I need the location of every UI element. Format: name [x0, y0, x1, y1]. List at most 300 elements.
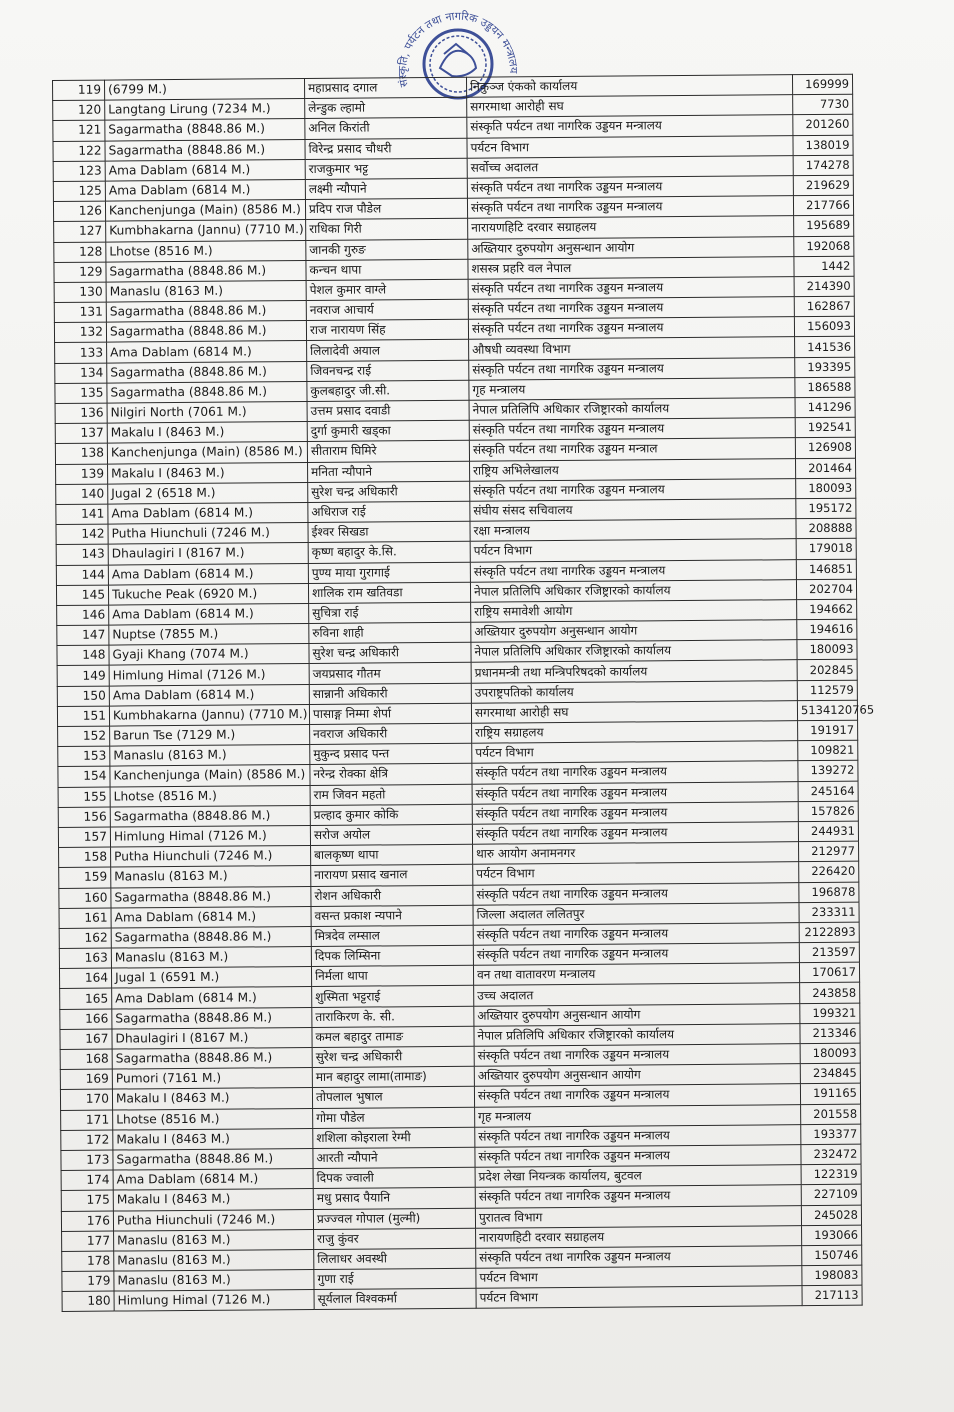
peak-cell: Manaslu (8163 M.): [114, 1270, 314, 1292]
serial-number-cell: 159: [59, 867, 111, 888]
office-cell: संस्कृति पर्यटन तथा नागरिक उड्डयन मन्त्राल: [469, 438, 795, 461]
amount-cell: 179018: [796, 539, 856, 560]
peak-cell: Sagarmatha (8848.86 M.): [106, 321, 306, 343]
serial-number-cell: 120: [53, 100, 105, 121]
peak-cell: Makalu I (8463 M.): [108, 462, 308, 484]
serial-number-cell: 147: [57, 625, 109, 646]
climber-name-cell: उत्तम प्रसाद दवाडी: [307, 400, 469, 421]
peak-cell: Kanchenjunga (Main) (8586 M.): [110, 765, 310, 787]
office-cell: संस्कृति पर्यटन तथा नागरिक उड्डयन मन्त्रालय: [474, 1044, 800, 1067]
peak-cell: (6799 M.): [105, 79, 305, 101]
peak-cell: Ama Dablam (6814 M.): [113, 1169, 313, 1191]
serial-number-cell: 164: [59, 968, 111, 989]
amount-cell: 174278: [793, 155, 853, 176]
climber-name-cell: कमल बहादुर तामाङ: [312, 1026, 474, 1047]
serial-number-cell: 163: [59, 948, 111, 969]
office-cell: संस्कृति पर्यटन तथा नागरिक उड्डयन मन्त्रालय: [467, 115, 793, 138]
peak-cell: Sagarmatha (8848.86 M.): [107, 381, 307, 403]
serial-number-cell: 140: [56, 484, 108, 505]
office-cell: नेपाल प्रतिलिपि अधिकार रजिष्ट्रारको कार्यालय: [471, 640, 797, 663]
amount-cell: 195689: [794, 216, 854, 237]
peak-cell: Barun Tse (7129 M.): [110, 724, 310, 746]
climber-name-cell: शुस्मिता भट्टराई: [312, 986, 474, 1007]
amount-cell: 186588: [795, 377, 855, 398]
serial-number-cell: 144: [56, 565, 108, 586]
climber-name-cell: नारायण प्रसाद खनाल: [311, 865, 473, 886]
serial-number-cell: 133: [55, 343, 107, 364]
climber-name-cell: नरेन्द्र रोक्का क्षेत्रि: [310, 764, 472, 785]
amount-cell: 213346: [800, 1023, 860, 1044]
climber-name-cell: मधु प्रसाद पैयानि: [313, 1188, 475, 1209]
climber-name-cell: कन्चन थापा: [306, 259, 468, 280]
office-cell: संस्कृति पर्यटन तथा नागरिक उड्डयन मन्त्रालय: [475, 1185, 801, 1208]
climber-name-cell: दुर्गा कुमारी खड्का: [307, 420, 469, 441]
office-cell: नारायणहिटि दरवार सग्राहलय: [468, 216, 794, 239]
climber-name-cell: पेशल कुमार वाग्ले: [306, 279, 468, 300]
office-cell: पर्यटन विभाग: [470, 539, 796, 562]
serial-number-cell: 153: [58, 746, 110, 767]
peak-cell: Kanchenjunga (Main) (8586 M.): [105, 200, 305, 222]
amount-cell: 191165: [800, 1084, 860, 1105]
climber-name-cell: राज नारायण सिंह: [306, 319, 468, 340]
climber-name-cell: लेन्डुक ल्हामो: [305, 97, 467, 118]
peak-cell: Ama Dablam (6814 M.): [105, 179, 305, 201]
peak-cell: Gyaji Khang (7074 M.): [109, 644, 309, 666]
climber-name-cell: शालिक राम खतिवडा: [308, 582, 470, 603]
serial-number-cell: 157: [58, 827, 110, 848]
serial-number-cell: 154: [58, 766, 110, 787]
serial-number-cell: 123: [53, 161, 105, 182]
peak-cell: Jugal 1 (6591 M.): [111, 967, 311, 989]
seal-text: संस्कृति, पर्यटन तथा नागरिक उड्डयन मन्त्रालय: [395, 9, 521, 89]
climber-name-cell: लिलाधर अवस्थी: [314, 1248, 476, 1269]
peak-cell: Kumbhakarna (Jannu) (7710 M.): [109, 704, 309, 726]
serial-number-cell: 128: [54, 242, 106, 263]
peak-cell: Nilgiri North (7061 M.): [107, 402, 307, 424]
office-cell: संस्कृति पर्यटन तथा नागरिक उड्डयन मन्त्रालय: [469, 418, 795, 441]
office-cell: अख्तियार दुरुपयोग अनुसन्धान आयोग: [474, 1064, 800, 1087]
office-cell: संस्कृति पर्यटन तथा नागरिक उड्डयन मन्त्रालय: [473, 923, 799, 946]
climber-name-cell: आरती न्यौपाने: [313, 1147, 475, 1168]
peak-cell: Makalu I (8463 M.): [112, 1088, 312, 1110]
amount-cell: 156093: [794, 316, 854, 337]
amount-cell: 213597: [799, 942, 859, 963]
serial-number-cell: 177: [62, 1231, 114, 1252]
peak-cell: Kanchenjunga (Main) (8586 M.): [107, 442, 307, 464]
office-cell: गृह मन्त्रालय: [475, 1104, 801, 1127]
climber-name-cell: रोशन अधिकारी: [311, 885, 473, 906]
office-cell: उपराष्ट्रपतिको कार्यालय: [471, 680, 797, 703]
peak-cell: Ama Dablam (6814 M.): [112, 987, 312, 1009]
peak-cell: Himlung Himal (7126 M.): [114, 1290, 314, 1312]
serial-number-cell: 172: [61, 1130, 113, 1151]
peak-cell: Tukuche Peak (6920 M.): [108, 583, 308, 605]
serial-number-cell: 174: [61, 1170, 113, 1191]
serial-number-cell: 119: [53, 80, 105, 101]
climber-name-cell: विरेन्द्र प्रसाद चौधरी: [305, 138, 467, 159]
climber-name-cell: नवराज आचार्य: [306, 299, 468, 320]
serial-number-cell: 180: [62, 1291, 114, 1312]
climber-name-cell: लिलादेवी अयाल: [307, 340, 469, 361]
office-cell: संस्कृति पर्यटन तथा नागरिक उड्डयन मन्त्रालय: [472, 761, 798, 784]
climber-name-cell: शशिला कोइराला रेग्मी: [313, 1127, 475, 1148]
amount-cell: 201464: [795, 458, 855, 479]
office-cell: पर्यटन विभाग: [472, 741, 798, 764]
climber-name-cell: अधिराज राई: [308, 501, 470, 522]
serial-number-cell: 158: [59, 847, 111, 868]
amount-cell: 191917: [798, 720, 858, 741]
peak-cell: Pumori (7161 M.): [112, 1068, 312, 1090]
serial-number-cell: 143: [56, 544, 108, 565]
amount-cell: 126908: [795, 438, 855, 459]
serial-number-cell: 170: [60, 1089, 112, 1110]
office-cell: पर्यटन विभाग: [476, 1266, 802, 1289]
amount-cell: 194662: [797, 599, 857, 620]
peak-cell: Manaslu (8163 M.): [110, 745, 310, 767]
amount-cell: 169999: [792, 74, 852, 95]
peak-cell: Sagarmatha (8848.86 M.): [106, 301, 306, 323]
serial-number-cell: 148: [57, 645, 109, 666]
amount-cell: 194616: [797, 619, 857, 640]
amount-cell: 217113: [802, 1285, 862, 1306]
amount-cell: 202704: [796, 579, 856, 600]
office-cell: प्रदेश लेखा नियन्त्रक कार्यालय, बुटवल: [475, 1165, 801, 1188]
serial-number-cell: 150: [57, 686, 109, 707]
peak-cell: Putha Hiunchuli (7246 M.): [111, 846, 311, 868]
climber-name-cell: दिपक ज्वाली: [313, 1167, 475, 1188]
serial-number-cell: 132: [54, 322, 106, 343]
climber-name-cell: बालकृष्ण थापा: [311, 844, 473, 865]
climber-name-cell: नवराज अधिकारी: [310, 723, 472, 744]
amount-cell: 193395: [795, 357, 855, 378]
amount-cell: 201558: [801, 1104, 861, 1125]
peak-cell: Manaslu (8163 M.): [106, 280, 306, 302]
climber-name-cell: सान्नानी अधिकारी: [309, 683, 471, 704]
serial-number-cell: 122: [53, 141, 105, 162]
amount-cell: 245028: [801, 1205, 861, 1226]
amount-cell: 180093: [800, 1043, 860, 1064]
peak-cell: Sagarmatha (8848.86 M.): [105, 119, 305, 141]
office-cell: पर्यटन विभाग: [473, 862, 799, 885]
peak-cell: Lhotse (8516 M.): [113, 1108, 313, 1130]
peak-cell: Manaslu (8163 M.): [111, 866, 311, 888]
climber-name-cell: राजु कुंवर: [314, 1228, 476, 1249]
office-cell: शसस्त्र प्रहरि वल नेपाल: [468, 256, 794, 279]
office-cell: नेपाल प्रतिलिपि अधिकार रजिष्ट्रारको कार्यालय: [470, 579, 796, 602]
office-cell: अख्तियार दुरुपयोग अनुसन्धान आयोग: [471, 620, 797, 643]
peak-cell: Manaslu (8163 M.): [111, 947, 311, 969]
amount-cell: 233311: [799, 902, 859, 923]
peak-cell: Sagarmatha (8848.86 M.): [112, 1007, 312, 1029]
climber-name-cell: जिवनचन्द्र राई: [307, 360, 469, 381]
amount-cell: 226420: [799, 862, 859, 883]
peak-cell: Dhaulagiri I (8167 M.): [112, 1027, 312, 1049]
amount-cell: 146851: [796, 559, 856, 580]
amount-cell: 141296: [795, 397, 855, 418]
amount-cell: 157826: [798, 801, 858, 822]
peak-cell: Sagarmatha (8848.86 M.): [107, 361, 307, 383]
climber-name-cell: तोपलाल भुषाल: [312, 1087, 474, 1108]
peak-cell: Ama Dablam (6814 M.): [109, 684, 309, 706]
serial-number-cell: 141: [56, 504, 108, 525]
office-cell: संस्कृति पर्यटन तथा नागरिक उड्डयन मन्त्रालय: [472, 822, 798, 845]
serial-number-cell: 131: [54, 302, 106, 323]
peak-cell: Ama Dablam (6814 M.): [108, 502, 308, 524]
peak-cell: Ama Dablam (6814 M.): [107, 341, 307, 363]
climber-name-cell: लक्ष्मी न्यौपाने: [305, 178, 467, 199]
office-cell: थारु आयोग अनामनगर: [473, 842, 799, 865]
climber-name-cell: पुण्य माया गुरागाई: [308, 562, 470, 583]
peak-cell: Lhotse (8516 M.): [110, 785, 310, 807]
climber-name-cell: राम जिवन महतो: [310, 784, 472, 805]
amount-cell: 170617: [799, 962, 859, 983]
amount-cell: 112579: [797, 680, 857, 701]
office-cell: उच्च अदालत: [474, 983, 800, 1006]
amount-cell: 217766: [793, 195, 853, 216]
amount-cell: 180093: [796, 478, 856, 499]
serial-number-cell: 151: [57, 706, 109, 727]
climber-name-cell: ईश्वर सिखडा: [308, 521, 470, 542]
serial-number-cell: 146: [57, 605, 109, 626]
serial-number-cell: 130: [54, 282, 106, 303]
amount-cell: 7730: [793, 94, 853, 115]
serial-number-cell: 137: [55, 423, 107, 444]
office-cell: संस्कृति पर्यटन तथा नागरिक उड्डयन मन्त्रालय: [472, 781, 798, 804]
climber-name-cell: राधिका गिरी: [306, 219, 468, 240]
serial-number-cell: 165: [60, 988, 112, 1009]
climber-name-cell: सुचित्रा राई: [309, 602, 471, 623]
peak-cell: Sagarmatha (8848.86 M.): [112, 1047, 312, 1069]
peak-cell: Makalu I (8463 M.): [107, 422, 307, 444]
peak-cell: Sagarmatha (8848.86 M.): [113, 1148, 313, 1170]
amount-cell: 192068: [794, 236, 854, 257]
peak-cell: Ama Dablam (6814 M.): [109, 603, 309, 625]
serial-number-cell: 145: [56, 585, 108, 606]
climber-name-cell: प्रज्ज्वल गोपाल (मुल्मी): [313, 1208, 475, 1229]
climber-name-cell: मित्रदेव लम्साल: [311, 925, 473, 946]
climber-name-cell: मनिता न्यौपाने: [308, 461, 470, 482]
serial-number-cell: 126: [53, 201, 105, 222]
climber-name-cell: कुलबहादुर जी.सी.: [307, 380, 469, 401]
amount-cell: 219629: [793, 175, 853, 196]
amount-cell: 141536: [795, 337, 855, 358]
amount-cell: 244931: [798, 821, 858, 842]
climber-name-cell: वसन्त प्रकाश न्यपाने: [311, 905, 473, 926]
peak-cell: Ama Dablam (6814 M.): [111, 906, 311, 928]
serial-number-cell: 121: [53, 120, 105, 141]
peak-cell: Sagarmatha (8848.86 M.): [111, 926, 311, 948]
office-cell: संस्कृति पर्यटन तथा नागरिक उड्डयन मन्त्रालय: [476, 1246, 802, 1269]
office-cell: राष्ट्रिय अभिलेखालय: [470, 458, 796, 481]
amount-cell: 1442: [794, 256, 854, 277]
amount-cell: 193066: [802, 1225, 862, 1246]
amount-cell: 2122893: [799, 922, 859, 943]
climber-name-cell: कृष्ण बहादुर के.सि.: [308, 542, 470, 563]
office-cell: संस्कृति पर्यटन तथा नागरिक उड्डयन मन्त्रालय: [468, 297, 794, 320]
peak-cell: Sagarmatha (8848.86 M.): [106, 260, 306, 282]
peak-cell: Makalu I (8463 M.): [113, 1128, 313, 1150]
serial-number-cell: 173: [61, 1150, 113, 1171]
climber-name-cell: सुरेश चन्द्र अधिकारी: [309, 642, 471, 663]
serial-number-cell: 149: [57, 666, 109, 687]
peak-cell: Sagarmatha (8848.86 M.): [105, 139, 305, 161]
climber-name-cell: निर्मला थापा: [311, 965, 473, 986]
serial-number-cell: 166: [60, 1009, 112, 1030]
office-cell: गृह मन्त्रालय: [469, 377, 795, 400]
serial-number-cell: 142: [56, 524, 108, 545]
records-table: [52, 74, 875, 1313]
climber-name-cell: गोमा पौडेल: [313, 1107, 475, 1128]
climber-name-cell: ताराकिरण के. सी.: [312, 1006, 474, 1027]
office-cell: पुरातत्व विभाग: [475, 1205, 801, 1228]
office-cell: संस्कृति पर्यटन तथा नागरिक उड्डयन मन्त्रालय: [475, 1124, 801, 1147]
office-cell: अख्तियार दुरुपयोग अनुसन्धान आयोग: [474, 1003, 800, 1026]
office-cell: पर्यटन विभाग: [467, 135, 793, 158]
amount-cell: 109821: [798, 740, 858, 761]
amount-cell: 212977: [799, 841, 859, 862]
peak-cell: Kumbhakarna (Jannu) (7710 M.): [106, 220, 306, 242]
amount-cell: 245164: [798, 781, 858, 802]
peak-cell: Dhaulagiri I (8167 M.): [108, 543, 308, 565]
peak-cell: Sagarmatha (8848.86 M.): [111, 886, 311, 908]
climber-name-cell: जानकी गुरुङ: [306, 239, 468, 260]
serial-number-cell: 129: [54, 262, 106, 283]
climber-name-cell: सुरेश चन्द्र अधिकारी: [308, 481, 470, 502]
serial-number-cell: 138: [55, 443, 107, 464]
office-cell: नेपाल प्रतिलिपि अधिकार रजिष्ट्रारको कार्यालय: [474, 1023, 800, 1046]
office-cell: रक्षा मन्त्रालय: [470, 519, 796, 542]
office-cell: सर्वोच्च अदालत: [467, 155, 793, 178]
amount-cell: 196878: [799, 882, 859, 903]
amount-cell: 162867: [794, 296, 854, 317]
office-cell: प्रधानमन्त्री तथा मन्त्रिपरिषदको कार्यालय: [471, 660, 797, 683]
office-cell: औषधी व्यवस्था विभाग: [469, 337, 795, 360]
amount-cell: 195172: [796, 498, 856, 519]
serial-number-cell: 178: [62, 1251, 114, 1272]
climber-name-cell: मान बहादुर लामा(तामाङ): [312, 1066, 474, 1087]
climber-name-cell: रुविना शाही: [309, 622, 471, 643]
peak-cell: Himlung Himal (7126 M.): [109, 664, 309, 686]
office-cell: संस्कृति पर्यटन तथा नागरिक उड्डयन मन्त्रालय: [468, 277, 794, 300]
office-cell: संस्कृति पर्यटन तथा नागरिक उड्डयन मन्त्रालय: [475, 1145, 801, 1168]
office-cell: वन तथा वातावरण मन्त्रालय: [473, 963, 799, 986]
office-cell: संस्कृति पर्यटन तथा नागरिक उड्डयन मन्त्रालय: [473, 943, 799, 966]
climber-name-cell: मुकुन्द प्रसाद पन्त: [310, 743, 472, 764]
climber-name-cell: अनिल किरांती: [305, 118, 467, 139]
peak-cell: Nuptse (7855 M.): [109, 624, 309, 646]
amount-cell: 234845: [800, 1063, 860, 1084]
serial-number-cell: 161: [59, 908, 111, 929]
amount-cell: 199321: [800, 1003, 860, 1024]
peak-cell: Himlung Himal (7126 M.): [110, 825, 310, 847]
serial-number-cell: 168: [60, 1049, 112, 1070]
peak-cell: Sagarmatha (8848.86 M.): [110, 805, 310, 827]
peak-cell: Langtang Lirung (7234 M.): [105, 99, 305, 121]
office-cell: सगरमाथा आरोही सघ: [467, 95, 793, 118]
amount-cell: 243858: [800, 983, 860, 1004]
office-cell: राष्ट्रिय सग्राहलय: [472, 721, 798, 744]
serial-number-cell: 135: [55, 383, 107, 404]
peak-cell: Jugal 2 (6518 M.): [108, 482, 308, 504]
office-cell: संस्कृति पर्यटन तथा नागरिक उड्डयन मन्त्रालय: [470, 478, 796, 501]
amount-cell: 208888: [796, 518, 856, 539]
amount-cell: 193377: [801, 1124, 861, 1145]
amount-cell: 214390: [794, 276, 854, 297]
office-cell: संस्कृति पर्यटन तथा नागरिक उड्डयन मन्त्रालय: [467, 196, 793, 219]
amount-cell: 150746: [802, 1245, 862, 1266]
office-cell: नारायणहिटी दरवार सग्राहलय: [476, 1225, 802, 1248]
serial-number-cell: 169: [60, 1069, 112, 1090]
serial-number-cell: 167: [60, 1029, 112, 1050]
office-cell: संस्कृति पर्यटन तथा नागरिक उड्डयन मन्त्रालय: [470, 559, 796, 582]
climber-name-cell: सुरेश चन्द्र अधिकारी: [312, 1046, 474, 1067]
serial-number-cell: 139: [56, 464, 108, 485]
serial-number-cell: 125: [53, 181, 105, 202]
climber-name-cell: प्रल्हाद कुमार कोकि: [310, 804, 472, 825]
peak-cell: Ama Dablam (6814 M.): [105, 159, 305, 181]
serial-number-cell: 127: [54, 221, 106, 242]
serial-number-cell: 156: [58, 807, 110, 828]
climber-name-cell: सूर्यलाल विश्वकर्मा: [314, 1288, 476, 1309]
climber-name-cell: दिपक लिम्सिना: [311, 945, 473, 966]
serial-number-cell: 171: [61, 1110, 113, 1131]
peak-cell: Makalu I (8463 M.): [113, 1189, 313, 1211]
office-cell: संस्कृति पर्यटन तथा नागरिक उड्डयन मन्त्रालय: [469, 357, 795, 380]
climber-name-cell: पासाङ्ग निम्मा शेर्पा: [309, 703, 471, 724]
amount-cell: 5134120765: [797, 700, 857, 721]
climber-name-cell: सीताराम घिमिरे: [307, 441, 469, 462]
amount-cell: 122319: [801, 1164, 861, 1185]
climber-name-cell: गुणा राई: [314, 1268, 476, 1289]
office-cell: निकुञ्ज एंकको कार्यालय: [466, 75, 792, 98]
serial-number-cell: 176: [61, 1211, 113, 1232]
office-cell: संस्कृति पर्यटन तथा नागरिक उड्डयन मन्त्रालय: [473, 882, 799, 905]
office-cell: संस्कृति पर्यटन तथा नागरिक उड्डयन मन्त्रालय: [474, 1084, 800, 1107]
climber-name-cell: जयप्रसाद गौतम: [309, 663, 471, 684]
amount-cell: 227109: [801, 1184, 861, 1205]
office-cell: नेपाल प्रतिलिपि अधिकार रजिष्ट्रारको कार्यालय: [469, 398, 795, 421]
records-table-body: [53, 74, 875, 1312]
amount-cell: 198083: [802, 1265, 862, 1286]
serial-number-cell: 162: [59, 928, 111, 949]
amount-cell: 201260: [793, 115, 853, 136]
peak-cell: Lhotse (8516 M.): [106, 240, 306, 262]
serial-number-cell: 134: [55, 363, 107, 384]
amount-cell: 202845: [797, 660, 857, 681]
amount-cell: 139272: [798, 761, 858, 782]
office-cell: पर्यटन विभाग: [476, 1286, 802, 1309]
climber-name-cell: महाप्रसाद दगाल: [304, 77, 466, 98]
serial-number-cell: 160: [59, 888, 111, 909]
climber-name-cell: प्रदिप राज पौडेल: [305, 198, 467, 219]
peak-cell: Ama Dablam (6814 M.): [108, 563, 308, 585]
serial-number-cell: 152: [58, 726, 110, 747]
serial-number-cell: 155: [58, 787, 110, 808]
serial-number-cell: 179: [62, 1271, 114, 1292]
office-cell: राष्ट्रिय समावेशी आयोग: [471, 600, 797, 623]
climber-name-cell: राजकुमार भट्ट: [305, 158, 467, 179]
office-cell: सगरमाथा आरोही सघ: [471, 700, 797, 723]
peak-cell: Manaslu (8163 M.): [114, 1249, 314, 1271]
amount-cell: 180093: [797, 639, 857, 660]
office-cell: संघीय संसद सचिवालय: [470, 499, 796, 522]
peak-cell: Putha Hiunchuli (7246 M.): [108, 523, 308, 545]
office-cell: संस्कृति पर्यटन तथा नागरिक उड्डयन मन्त्रालय: [472, 801, 798, 824]
office-cell: अख्तियार दुरुपयोग अनुसन्धान आयोग: [468, 236, 794, 259]
office-cell: संस्कृति पर्यटन तथा नागरिक उड्डयन मन्त्रालय: [468, 317, 794, 340]
peak-cell: Manaslu (8163 M.): [114, 1229, 314, 1251]
climber-name-cell: सरोज अयोल: [310, 824, 472, 845]
